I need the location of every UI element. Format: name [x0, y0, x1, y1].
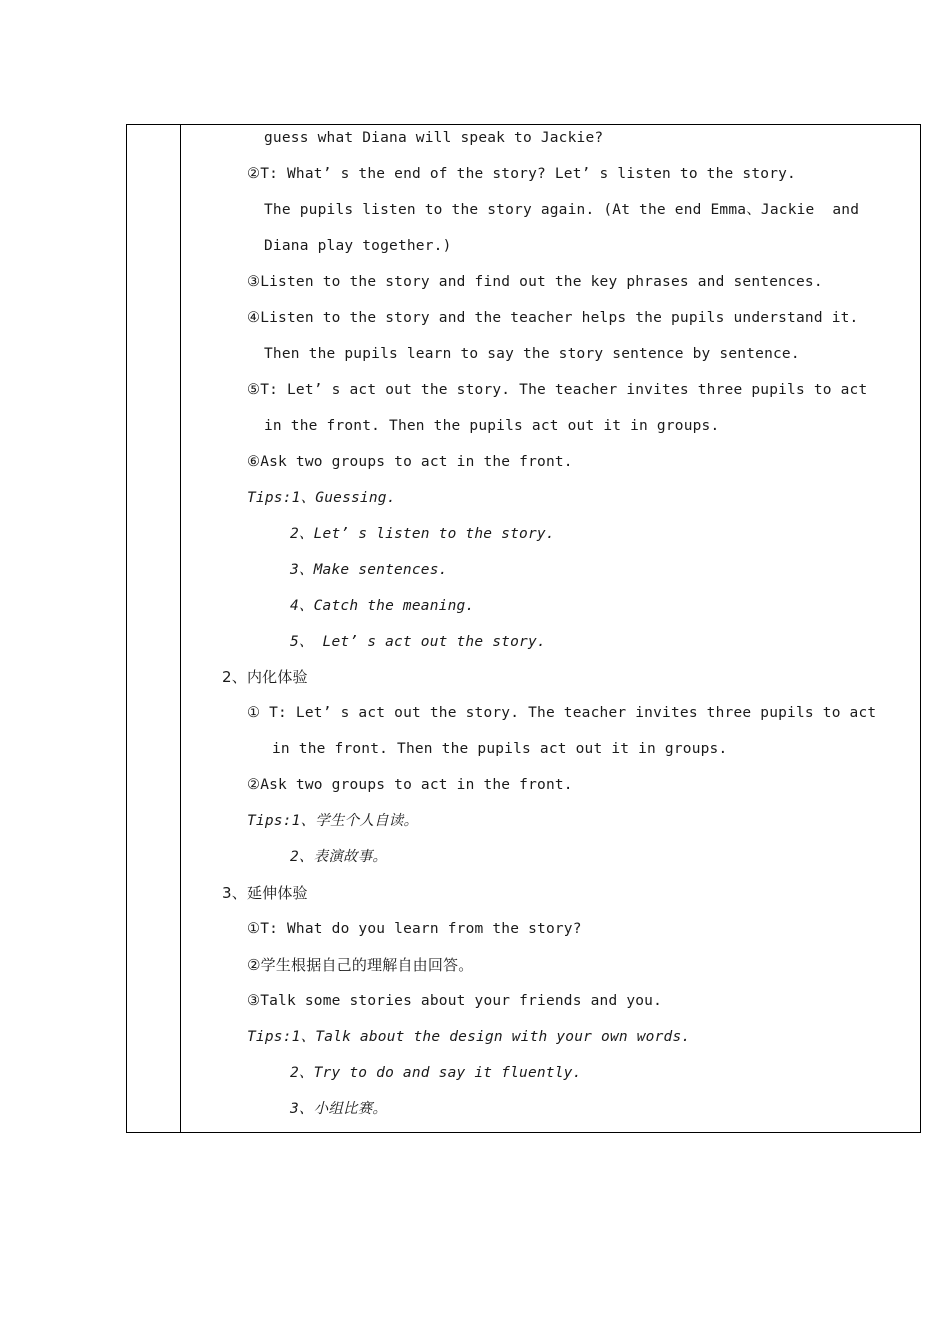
- text-line: in the front. Then the pupils act out it in groups.: [264, 418, 720, 434]
- text-line: ③Listen to the story and find out the key phrases and sentences.: [247, 274, 823, 290]
- tips-line: 2、Try to do and say it fluently.: [290, 1065, 582, 1081]
- text-line: ① T: Let’ s act out the story. The teacher invites three pupils to act: [247, 705, 877, 721]
- section-heading: 3、延伸体验: [222, 884, 308, 902]
- text-line: ④Listen to the story and the teacher helps the pupils understand it.: [247, 310, 859, 326]
- text-line: in the front. Then the pupils act out it in groups.: [272, 741, 728, 757]
- tips-line: Tips:1、学生个人自读。: [247, 813, 419, 829]
- tips-line: Tips:1、Talk about the design with your own words.: [247, 1029, 691, 1045]
- text-line: ⑥Ask two groups to act in the front.: [247, 454, 573, 470]
- text-line: ②Ask two groups to act in the front.: [247, 777, 573, 793]
- text-line: The pupils listen to the story again. (At the end Emma、Jackie and: [264, 202, 860, 218]
- tips-line: 3、小组比赛。: [290, 1101, 388, 1117]
- section-heading: 2、内化体验: [222, 668, 308, 686]
- tips-line: 5、 Let’ s act out the story.: [290, 634, 546, 650]
- text-line: ②T: What’ s the end of the story? Let’ s listen to the story.: [247, 166, 796, 182]
- tips-line: 3、Make sentences.: [290, 562, 448, 578]
- text-line: ⑤T: Let’ s act out the story. The teacher invites three pupils to act: [247, 382, 868, 398]
- text-line: Then the pupils learn to say the story sentence by sentence.: [264, 346, 800, 362]
- tips-line: Tips:1、Guessing.: [247, 490, 396, 506]
- text-line: ②学生根据自己的理解自由回答。: [247, 956, 474, 974]
- text-line: Diana play together.): [264, 238, 452, 254]
- text-line: guess what Diana will speak to Jackie?: [264, 130, 604, 146]
- text-line: ①T: What do you learn from the story?: [247, 921, 582, 937]
- tips-line: 4、Catch the meaning.: [290, 598, 475, 614]
- tips-line: 2、表演故事。: [290, 849, 388, 865]
- column-divider: [180, 125, 181, 1132]
- text-line: ③Talk some stories about your friends and you.: [247, 993, 663, 1009]
- tips-line: 2、Let’ s listen to the story.: [290, 526, 555, 542]
